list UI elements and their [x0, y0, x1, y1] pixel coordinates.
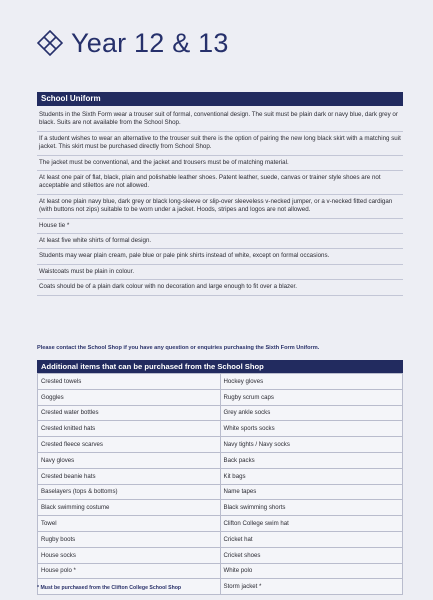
- table-cell: Rugby scrum caps: [220, 389, 403, 405]
- page-header: [37, 28, 229, 58]
- table-row: [38, 389, 403, 405]
- table-cell: Name tapes: [220, 484, 403, 500]
- table-cell: Crested beanie hats: [38, 468, 221, 484]
- table-cell: Crested fleece scarves: [38, 437, 221, 453]
- items-table: [37, 373, 403, 595]
- table-row: [38, 468, 403, 484]
- table-cell: Crested knitted hats: [38, 421, 221, 437]
- uniform-paragraph: At least five white shirts of formal design.: [37, 234, 403, 249]
- uniform-paragraph: At least one plain navy blue, dark grey or black long-sleeve or slip-over sleeveless v-necked jumper, or a v-necked fitted cardigan (with buttons not zips) suitable to be worn under a jacket. Hoods, stripes and logos are not allowed.: [37, 195, 403, 219]
- table-cell: Crested water bottles: [38, 405, 221, 421]
- table-cell: Grey ankle socks: [220, 405, 403, 421]
- table-cell: Kit bags: [220, 468, 403, 484]
- contact-note: Please contact the School Shop if you have any question or enquiries purchasing the Sixth Form Uniform.: [37, 345, 320, 351]
- school-uniform-heading: School Uniform: [37, 92, 403, 106]
- school-uniform-section: [37, 92, 403, 296]
- table-row: [38, 437, 403, 453]
- uniform-paragraph: Coats should be of a plain dark colour with no decoration and large enough to fit over a blazer.: [37, 280, 403, 295]
- additional-items-section: [37, 360, 403, 595]
- table-cell: Navy tights / Navy socks: [220, 437, 403, 453]
- table-cell: House polo *: [38, 563, 221, 579]
- uniform-paragraph: House tie *: [37, 219, 403, 234]
- table-row: [38, 374, 403, 390]
- table-cell: House socks: [38, 547, 221, 563]
- table-cell: Cricket hat: [220, 531, 403, 547]
- items-table-body: [38, 374, 403, 595]
- table-cell: Rugby boots: [38, 531, 221, 547]
- uniform-paragraph: Students may wear plain cream, pale blue or pale pink shirts instead of white, except on formal occasions.: [37, 249, 403, 264]
- table-cell: Towel: [38, 516, 221, 532]
- table-cell: Black swimming shorts: [220, 500, 403, 516]
- table-row: [38, 421, 403, 437]
- table-row: [38, 484, 403, 500]
- diamond-lattice-icon: [37, 30, 63, 56]
- table-cell: Crested towels: [38, 374, 221, 390]
- page-title: Year 12 & 13: [71, 27, 229, 58]
- table-cell: Storm jacket *: [220, 579, 403, 595]
- footnote: * Must be purchased from the Clifton College School Shop: [37, 585, 182, 591]
- table-cell: White polo: [220, 563, 403, 579]
- table-row: [38, 531, 403, 547]
- table-row: [38, 516, 403, 532]
- table-cell: Baselayers (tops & bottoms): [38, 484, 221, 500]
- table-cell: Hockey gloves: [220, 374, 403, 390]
- uniform-paragraph: Students in the Sixth Form wear a trouser suit of formal, conventional design. The suit must be plain dark or navy blue, dark grey or black. Suits are not available from the School Shop.: [37, 108, 403, 132]
- uniform-paragraph: Waistcoats must be plain in colour.: [37, 265, 403, 280]
- table-cell: White sports socks: [220, 421, 403, 437]
- table-cell: Black swimming costume: [38, 500, 221, 516]
- table-row: [38, 452, 403, 468]
- uniform-paragraph: At least one pair of flat, black, plain and polishable leather shoes. Patent leather, suede, canvas or trainer style shoes are not acceptable and stilettos are not allowed.: [37, 171, 403, 195]
- uniform-paragraph: If a student wishes to wear an alternative to the trouser suit there is the option of pairing the new long black skirt with a matching suit jacket. This skirt must be purchased directly from School Shop.: [37, 132, 403, 156]
- table-cell: Navy gloves: [38, 452, 221, 468]
- uniform-paragraph: The jacket must be conventional, and the jacket and trousers must be of matching material.: [37, 156, 403, 171]
- table-row: [38, 500, 403, 516]
- table-row: [38, 563, 403, 579]
- additional-items-heading: Additional items that can be purchased from the School Shop: [37, 360, 403, 373]
- table-cell: Clifton College swim hat: [220, 516, 403, 532]
- table-cell: Goggles: [38, 389, 221, 405]
- table-row: [38, 547, 403, 563]
- table-cell: Back packs: [220, 452, 403, 468]
- table-row: [38, 405, 403, 421]
- table-cell: Cricket shoes: [220, 547, 403, 563]
